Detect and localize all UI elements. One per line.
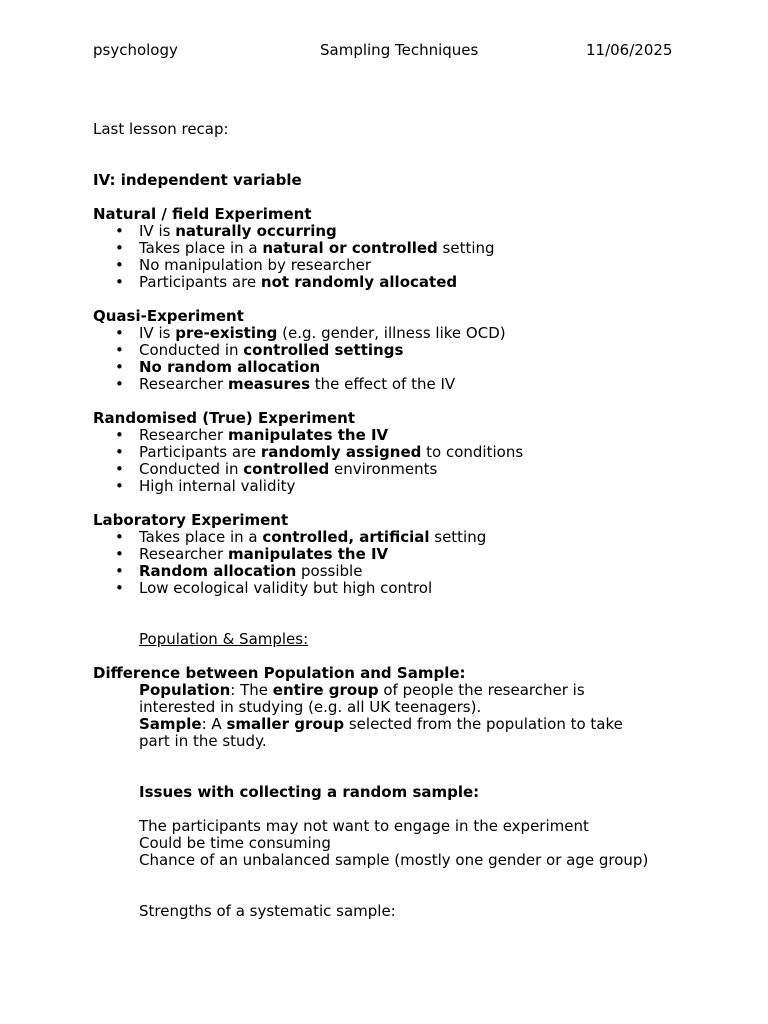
strengths-title: Strengths of a systematic sample: xyxy=(139,902,396,920)
experiment-section xyxy=(93,410,683,495)
sample-definition-line-2: part in the study. xyxy=(139,732,267,750)
bullet-item: • Participants are not randomly allocated xyxy=(93,274,683,291)
bullet-list xyxy=(93,223,683,291)
issues-heading: Issues with collecting a random sample: xyxy=(139,783,480,801)
bullet-item: • No random allocation xyxy=(93,359,683,376)
bullet-item: • Takes place in a natural or controlled setting xyxy=(93,240,683,257)
bullet-item: • Researcher manipulates the IV xyxy=(93,427,683,444)
experiment-section xyxy=(93,308,683,393)
bullet-item: • Conducted in controlled environments xyxy=(93,461,683,478)
bullet-list xyxy=(93,427,683,495)
population-title-line xyxy=(93,631,683,648)
bullet-item: • Takes place in a controlled, artificial setting xyxy=(93,529,683,546)
experiment-section xyxy=(93,206,683,291)
bullet-item: • Low ecological validity but high control xyxy=(93,580,683,597)
bullet-item: • Participants are randomly assigned to conditions xyxy=(93,444,683,461)
section-heading: Natural / field Experiment xyxy=(93,205,312,223)
bullet-list xyxy=(93,529,683,597)
document-body xyxy=(93,121,683,920)
experiment-section xyxy=(93,512,683,597)
recap-title: Last lesson recap: xyxy=(93,120,229,138)
bullet-item: • IV is pre-existing (e.g. gender, illness like OCD) xyxy=(93,325,683,342)
sample-definition-line-1: Sample: A smaller group selected from the population to take xyxy=(139,715,623,733)
population-definition-line-2: interested in studying (e.g. all UK teenagers). xyxy=(139,698,482,716)
difference-heading: Difference between Population and Sample: xyxy=(93,664,466,682)
header-date: 11/06/2025 xyxy=(586,41,673,59)
issue-line: Chance of an unbalanced sample (mostly one gender or age group) xyxy=(139,851,649,869)
page-header xyxy=(0,42,768,60)
bullet-item: • High internal validity xyxy=(93,478,683,495)
section-heading: Quasi-Experiment xyxy=(93,307,244,325)
bullet-item: • Conducted in controlled settings xyxy=(93,342,683,359)
experiment-sections xyxy=(93,206,683,597)
population-definition-line-1: Population: The entire group of people the researcher is xyxy=(139,681,585,699)
section-heading: Randomised (True) Experiment xyxy=(93,409,356,427)
bullet-item: • IV is naturally occurring xyxy=(93,223,683,240)
issue-line: Could be time consuming xyxy=(139,834,331,852)
iv-definition: IV: independent variable xyxy=(93,171,302,189)
section-heading: Laboratory Experiment xyxy=(93,511,289,529)
population-title: Population & Samples: xyxy=(139,630,309,648)
bullet-item: • Researcher manipulates the IV xyxy=(93,546,683,563)
issue-line: The participants may not want to engage in the experiment xyxy=(139,817,589,835)
bullet-item: • No manipulation by researcher xyxy=(93,257,683,274)
bullet-item: • Researcher measures the effect of the IV xyxy=(93,376,683,393)
header-subject: psychology xyxy=(93,41,178,59)
bullet-list xyxy=(93,325,683,393)
header-title: Sampling Techniques xyxy=(320,41,479,59)
bullet-item: • Random allocation possible xyxy=(93,563,683,580)
